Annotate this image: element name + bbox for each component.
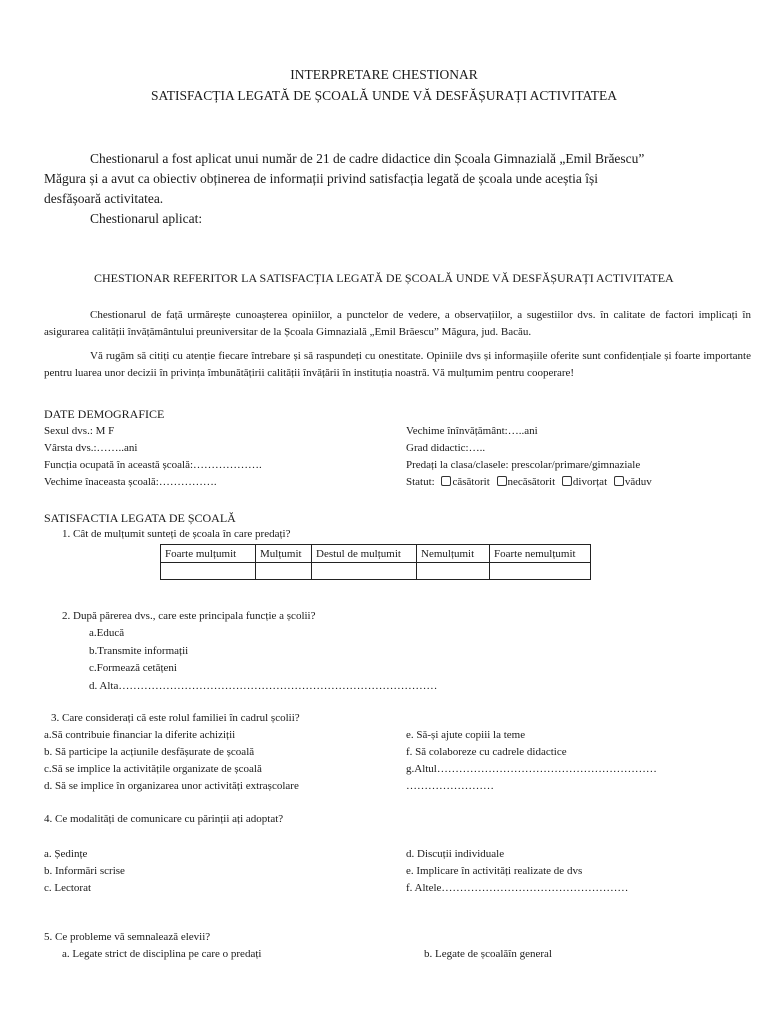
questionnaire-para-1: Chestionarul de față urmărește cunoașterea opiniilor, a punctelor de vedere, a observațiilor, a sugestiilor dvs. în calitate de factori implicați în asigurarea calității învățământului preuniversitar de la Școala Gimnazială „Emil Brăescu” Măgura, jud. Bacău.	[44, 309, 751, 338]
status-option-married: căsătorit	[452, 476, 490, 488]
intro-line-3: desfășoară activitatea.	[44, 191, 164, 206]
status-label: Statut:	[406, 476, 435, 488]
q3-option-b: b. Să participe la acțiunile desfășurate de școală	[44, 746, 255, 758]
q3-option-g-continued: ……………………	[406, 780, 494, 792]
table-header-cell: Foarte nemulțumit	[490, 545, 591, 563]
answer-cell-very-satisfied[interactable]	[161, 563, 256, 580]
status-checkbox-unmarried[interactable]	[497, 476, 507, 486]
answer-cell-very-dissatisfied[interactable]	[490, 563, 591, 580]
answer-cell-dissatisfied[interactable]	[417, 563, 490, 580]
status-option-unmarried: necăsătorit	[507, 476, 556, 488]
question-4: 4. Ce modalități de comunicare cu părinții ați adoptat?	[44, 813, 284, 825]
table-header-cell: Foarte mulțumit	[161, 545, 256, 563]
q3-option-f: f. Să colaboreze cu cadrele didactice	[406, 746, 567, 758]
q4-option-d: d. Discuții individuale	[406, 848, 505, 860]
q2-option-b: b.Transmite informații	[89, 645, 189, 657]
table-header-cell: Nemulțumit	[417, 545, 490, 563]
q3-option-d: d. Să se implice în organizarea unor activități extrașcolare	[44, 780, 299, 792]
status-checkbox-married[interactable]	[441, 476, 451, 486]
q4-option-c: c. Lectorat	[44, 882, 92, 894]
intro-line-1: Chestionarul a fost aplicat unui număr de 21 de cadre didactice din Școala Gimnazială „Emil Brăescu”	[90, 151, 645, 166]
demo-classes: Predați la clasa/clasele: prescolar/primare/gimnaziale	[406, 459, 641, 471]
demo-teaching-seniority: Vechime înînvățământ:…..ani	[406, 425, 538, 437]
q5-option-a: a. Legate strict de disciplina pe care o predați	[62, 948, 262, 960]
satisfaction-table	[160, 544, 591, 580]
question-2: 2. După părerea dvs., care este principala funcție a școlii?	[62, 610, 316, 622]
answer-cell-satisfied[interactable]	[256, 563, 312, 580]
q5-option-b: b. Legate de școalăîn general	[424, 948, 552, 960]
demo-status	[406, 476, 652, 488]
q4-option-a: a. Ședințe	[44, 848, 88, 860]
questionnaire-para-2: Vă rugăm să citiți cu atenție fiecare întrebare și să raspundeți cu onestitate. Opiniile dvs și informașiile oferite sunt confidențiale și foarte importante pentru luarea unor decizii în privința îmbunătățirii calității învățării în instituția noastră. Vă mulțumim pentru cooperare!	[44, 350, 751, 379]
demo-sex: Sexul dvs.: M F	[44, 425, 115, 437]
satisfaction-heading: SATISFACTIA LEGATA DE ȘCOALĂ	[44, 511, 236, 525]
q2-option-c: c.Formează cetățeni	[89, 662, 177, 674]
questionnaire-heading: CHESTIONAR REFERITOR LA SATISFACȚIA LEGATĂ DE ȘCOALĂ UNDE VĂ DESFĂȘURAȚI ACTIVITATEA	[94, 271, 674, 285]
demographics-heading: DATE DEMOGRAFICE	[44, 407, 165, 421]
status-checkbox-widowed[interactable]	[614, 476, 624, 486]
demo-function: Funcția ocupată în această școală:……………….	[44, 459, 262, 471]
q4-option-e: e. Implicare în activități realizate de dvs	[406, 865, 583, 877]
table-header-cell: Destul de mulțumit	[312, 545, 417, 563]
q3-option-a: a.Să contribuie financiar la diferite achiziții	[44, 729, 236, 741]
status-checkbox-divorced[interactable]	[562, 476, 572, 486]
intro-line-2: Măgura și a avut ca obiectiv obținerea de informații privind satisfacția legată de școala unde aceștia își	[44, 171, 599, 186]
demo-school-seniority: Vechime înaceasta școală:…………….	[44, 476, 217, 488]
question-5: 5. Ce probleme vă semnalează elevii?	[44, 931, 211, 943]
answer-cell-fairly-satisfied[interactable]	[312, 563, 417, 580]
document-subtitle: SATISFACȚIA LEGATĂ DE ȘCOALĂ UNDE VĂ DESFĂȘURAȚI ACTIVITATEA	[150, 88, 618, 103]
intro-applied: Chestionarul aplicat:	[90, 211, 203, 226]
q2-option-d: d. Alta……………………………………………………………………………	[89, 680, 438, 692]
document-title: INTERPRETARE CHESTIONAR	[290, 67, 478, 82]
q2-option-a: a.Educă	[89, 627, 125, 639]
q3-option-e: e. Să-și ajute copiii la teme	[406, 729, 526, 741]
table-header-cell: Mulțumit	[256, 545, 312, 563]
q3-option-c: c.Să se implice la activitățile organizate de școală	[44, 763, 262, 775]
status-option-widowed: văduv	[624, 476, 652, 488]
q4-option-b: b. Informări scrise	[44, 865, 125, 877]
question-3: 3. Care considerați că este rolul familiei în cadrul școlii?	[51, 712, 300, 724]
status-option-divorced: divorțat	[572, 476, 608, 488]
demo-teaching-degree: Grad didactic:…..	[406, 442, 486, 454]
q3-option-g: g.Altul……………………………………………………	[406, 763, 657, 775]
question-1: 1. Cât de mulțumit sunteți de școala în care predați?	[62, 528, 291, 540]
demo-age: Vârsta dvs.:……..ani	[44, 442, 138, 454]
q4-option-f: f. Altele……………………………………………	[406, 882, 629, 894]
